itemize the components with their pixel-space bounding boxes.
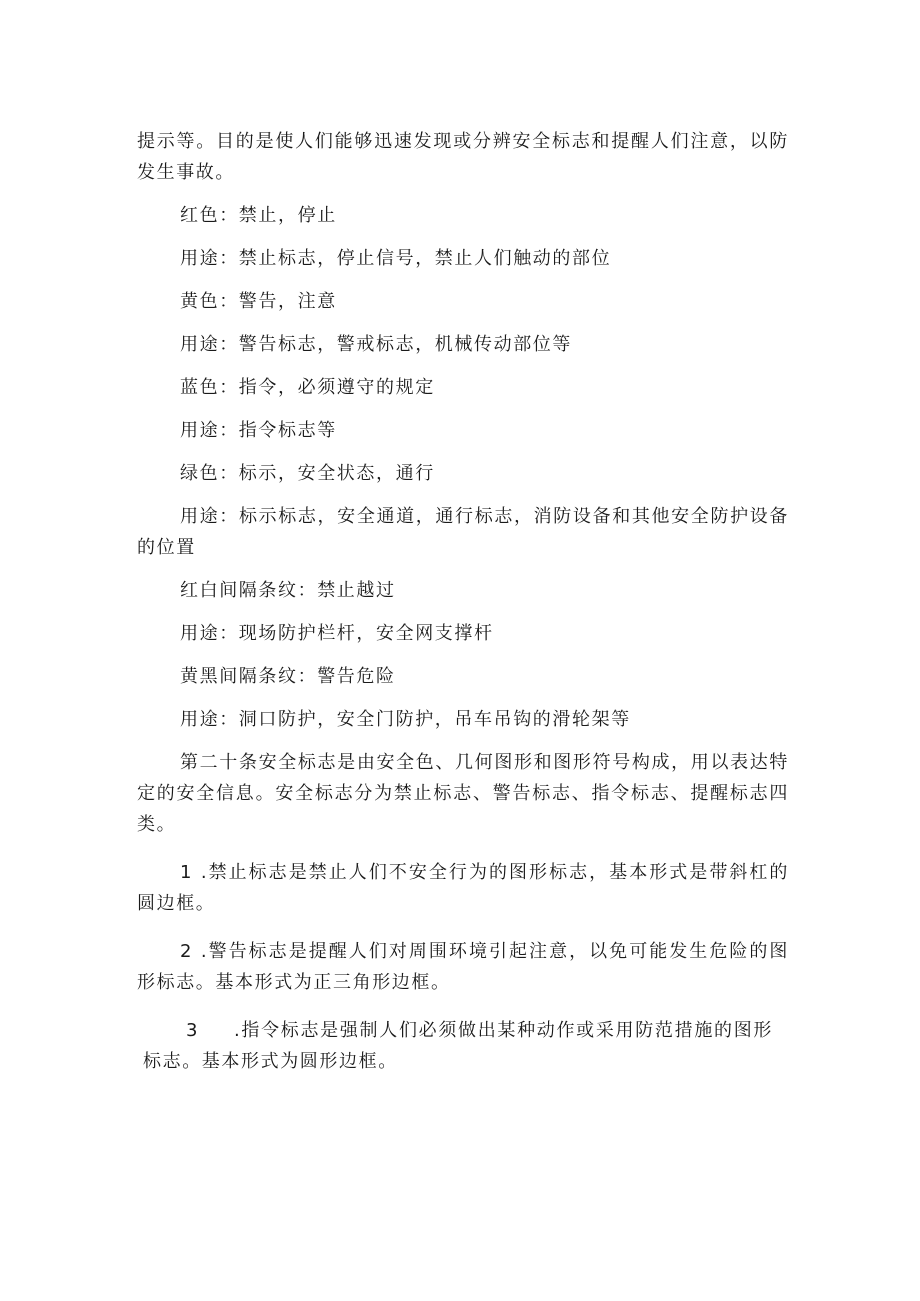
paragraph-yellow-black-usage: 用途：洞口防护，安全门防护，吊车吊钩的滑轮架等 — [180, 709, 631, 730]
paragraph-red: 红色：禁止，停止 — [180, 205, 337, 226]
paragraph-green: 绿色：标示，安全状态，通行 — [180, 463, 435, 484]
paragraph-blue-usage: 用途：指令标志等 — [180, 420, 337, 441]
paragraph-red-white-usage: 用途：现场防护栏杆，安全网支撑杆 — [180, 623, 494, 644]
item-number: 2 — [180, 941, 194, 962]
document-body — [137, 126, 789, 1077]
paragraph-article-20: 第二十条安全标志是由安全色、几何图形和图形符号构成，用以表达特定的安全信息。安全标志分为禁止标志、警告标志、指令标志、提醒标志四类。 — [137, 752, 789, 835]
paragraph-blue: 蓝色：指令，必须遵守的规定 — [180, 377, 435, 398]
numbered-item-3 — [143, 1015, 773, 1077]
paragraph-intro: 提示等。目的是使人们能够迅速发现或分辨安全标志和提醒人们注意，以防发生事故。 — [137, 131, 789, 183]
paragraph-red-usage: 用途：禁止标志，停止信号，禁止人们触动的部位 — [180, 248, 612, 269]
paragraph-yellow: 黄色：警告，注意 — [180, 291, 337, 312]
numbered-item-2 — [137, 936, 789, 998]
paragraph-yellow-usage: 用途：警告标志，警戒标志，机械传动部位等 — [180, 334, 572, 355]
item-number: 3 — [186, 1020, 200, 1041]
paragraph-yellow-black-stripes: 黄黑间隔条纹：警告危险 — [180, 666, 396, 687]
paragraph-green-usage: 用途：标示标志，安全通道，通行标志，消防设备和其他安全防护设备的位置 — [137, 506, 789, 558]
numbered-item-1 — [137, 857, 789, 919]
paragraph-red-white-stripes: 红白间隔条纹：禁止越过 — [180, 580, 396, 601]
item-text: .禁止标志是禁止人们不安全行为的图形标志，基本形式是带斜杠的圆边框。 — [137, 862, 790, 914]
item-text: .指令标志是强制人们必须做出某种动作或采用防范措施的图形标志。基本形式为圆形边框。 — [143, 1020, 773, 1072]
item-text: .警告标志是提醒人们对周围环境引起注意，以免可能发生危险的图形标志。基本形式为正三角形边框。 — [137, 941, 790, 993]
item-number: 1 — [180, 862, 194, 883]
